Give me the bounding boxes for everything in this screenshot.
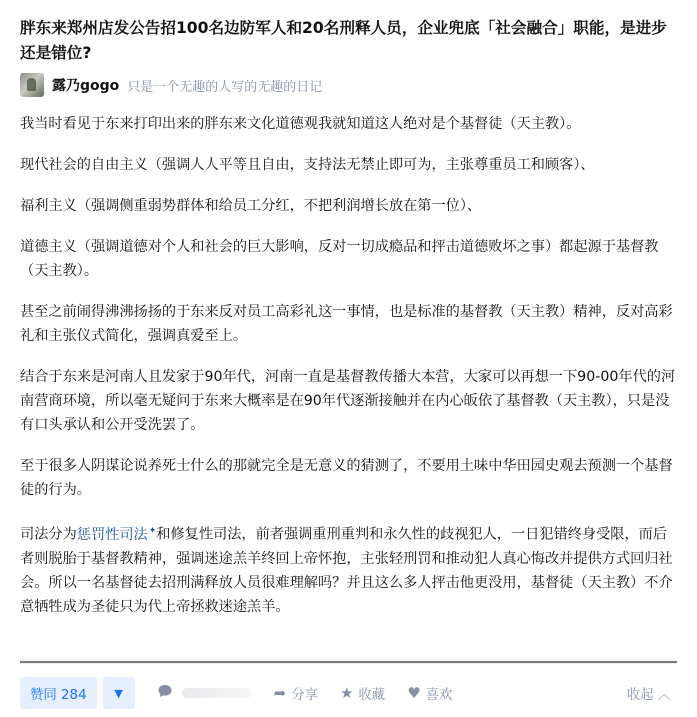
heart-icon: ♥ (407, 684, 421, 702)
upvote-label: 赞同 284 (30, 687, 87, 703)
collapse-label: 收起 (626, 687, 654, 703)
paragraph (20, 519, 680, 619)
author-bio: 只是一个无趣的人写的无趣的日记 (127, 79, 323, 95)
paragraph-text: 和修复性司法，前者强调重刑重判和永久性的歧视犯人，一日犯错终身受限，而后者则脱胎于基督教精神，强调迷途羔羊终回上帝怀抱，主张轻刑罚和推动犯人真心悔改并提供方式回归社会。所以一名基督徒去招刑满释放人员很难理解吗？并且这么多人抨击他更没用，基督徒（天主教）不介意牺牲成为圣徒只为代上帝拯救迷途羔羊。 (20, 526, 673, 615)
keyword-link[interactable] (77, 527, 157, 543)
divider (20, 661, 677, 663)
comment-button[interactable] (157, 683, 252, 703)
paragraph: 福利主义（强调侧重弱势群体和给员工分红，不把利润增长放在第一位）、 (20, 198, 482, 214)
collapse-button[interactable] (627, 684, 671, 703)
keyword-link-text[interactable]: 惩罚性司法 (76, 526, 148, 543)
article-title: 胖东来郑州店发公告招100名边防军人和20名刑释人员，企业兜底「社会融合」职能，是进步还是错位? (20, 19, 667, 62)
share-button[interactable] (274, 684, 318, 703)
paragraph: 现代社会的自由主义（强调人人平等且自由，支持法无禁止即可为，主张尊重员工和顾客）、 (20, 157, 595, 173)
paragraph: 道德主义（强调道德对个人和社会的巨大影响，反对一切成瘾品和抨击道德败坏之事）都起源于基督教（天主教）。 (20, 239, 659, 279)
author-name[interactable]: 露乃gogo (52, 78, 120, 94)
star-icon: ★ (339, 684, 354, 702)
favorite-button[interactable] (340, 684, 385, 703)
like-button[interactable] (407, 684, 452, 703)
downvote-button[interactable] (103, 677, 135, 709)
action-bar (20, 675, 677, 711)
paragraph-text: 司法分为 (20, 526, 77, 543)
paragraph: 我当时看见于东来打印出来的胖东来文化道德观我就知道这人绝对是个基督徒（天主教）。 (20, 116, 581, 132)
speech-bubble-icon (157, 683, 173, 703)
comment-count-blurred (182, 688, 252, 698)
paragraph: 甚至之前闹得沸沸扬扬的于东来反对员工高彩礼这一事情，也是标准的基督教（天主教）精神，反对高彩礼和主张仪式简化，强调真爱至上。 (20, 304, 673, 344)
share-label: 分享 (291, 687, 318, 703)
paragraph: 结合于东来是河南人且发家于90年代，河南一直是基督教传播大本营，大家可以再想一下90-00年代的河南营商环境，所以毫无疑问于东来大概率是在90年代逐渐接触并在内心皈依了基督教（天主教），只是没有口头承认和公开受洗罢了。 (20, 369, 676, 433)
sparkle-icon: ✦ (148, 526, 157, 536)
article-content (20, 112, 680, 636)
share-icon: ➦ (273, 684, 287, 702)
paragraph: 至于很多人阴谋论说养死士什么的那就完全是无意义的猜测了，不要用土味中华田园史观去预测一个基督徒的行为。 (20, 458, 673, 498)
upvote-button[interactable] (20, 677, 97, 709)
favorite-label: 收藏 (358, 687, 386, 703)
chevron-up-icon: ︿ (657, 687, 671, 703)
author-info (20, 72, 322, 98)
triangle-down-icon: ▼ (114, 686, 123, 700)
avatar[interactable] (20, 73, 44, 97)
like-label: 喜欢 (425, 687, 453, 703)
